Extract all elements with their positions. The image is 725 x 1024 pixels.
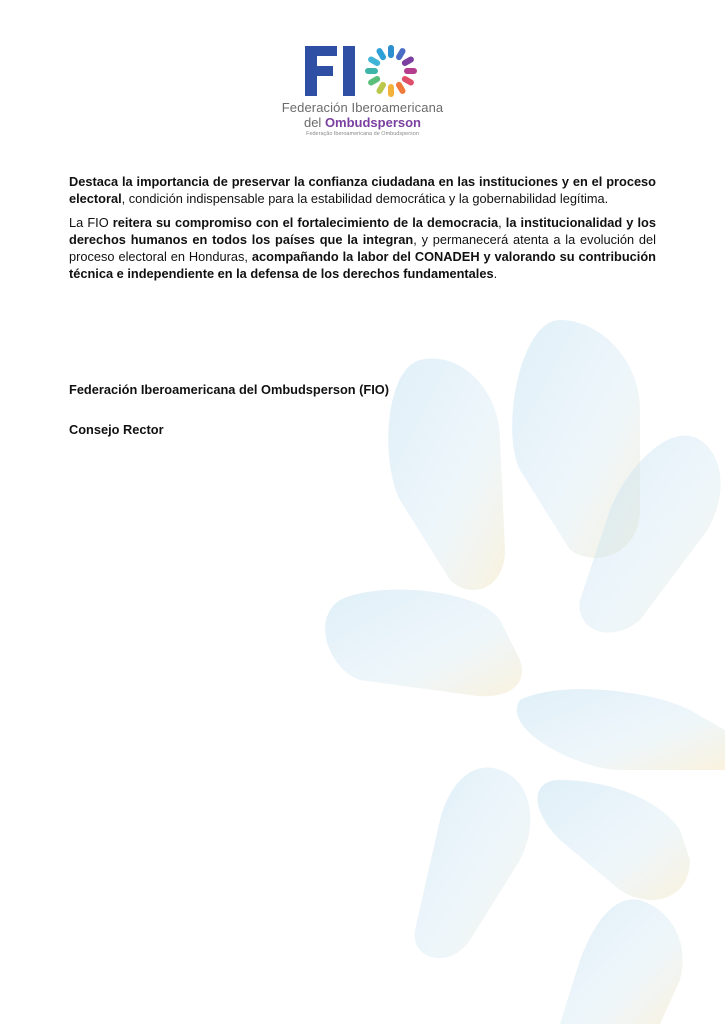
fio-logo-icon [303,42,423,100]
org-name-line2-prefix: del [303,115,325,130]
text-segment: , y permanecerá atenta a la evolución del proceso electoral en Honduras, [69,232,657,264]
watermark-logo-rays [0,300,725,1024]
bold-text-segment: reitera su compromiso con el fortalecimiento de la democracia [112,215,499,230]
paragraph [69,173,656,207]
watermark-ray-5 [517,689,725,770]
letterhead [0,40,725,140]
watermark-ray-4 [325,590,522,697]
text-segment: La FIO [69,215,113,230]
watermark-ray-8 [560,899,683,1024]
org-subtitle: Federação Iberoamericana de Ombudsperson [306,131,419,137]
text-segment: . [493,266,498,281]
org-name-line2-emph: Ombudsperson [324,115,422,130]
watermark-ray-3 [388,358,505,590]
paragraph [69,214,656,282]
watermark-ray-7 [415,767,531,958]
signature-body: Consejo Rector [69,422,164,437]
text-segment: , [498,215,506,230]
text-segment: , condición indispensable para la estabilidad democrática y la gobernabilidad legítima. [121,191,609,206]
org-name-line1: Federación Iberoamericana [281,100,444,115]
watermark-ray-6 [538,780,691,900]
bold-text-segment: la institucionalidad y los derechos humanos en todos los países que la integran [69,215,656,247]
document-body [69,173,656,289]
bold-text-segment: acompañando la labor del CONADEH y valorando su contribución técnica e independiente en la defensa de los derechos fundamentales [69,249,656,281]
org-name-line2 [0,115,725,130]
signature-organization: Federación Iberoamericana del Ombudsperson (FIO) [69,382,389,397]
bold-text-segment: Destaca la importancia de preservar la confianza ciudadana en las instituciones y en el proceso electoral [69,174,656,206]
watermark-ray [325,320,725,1024]
